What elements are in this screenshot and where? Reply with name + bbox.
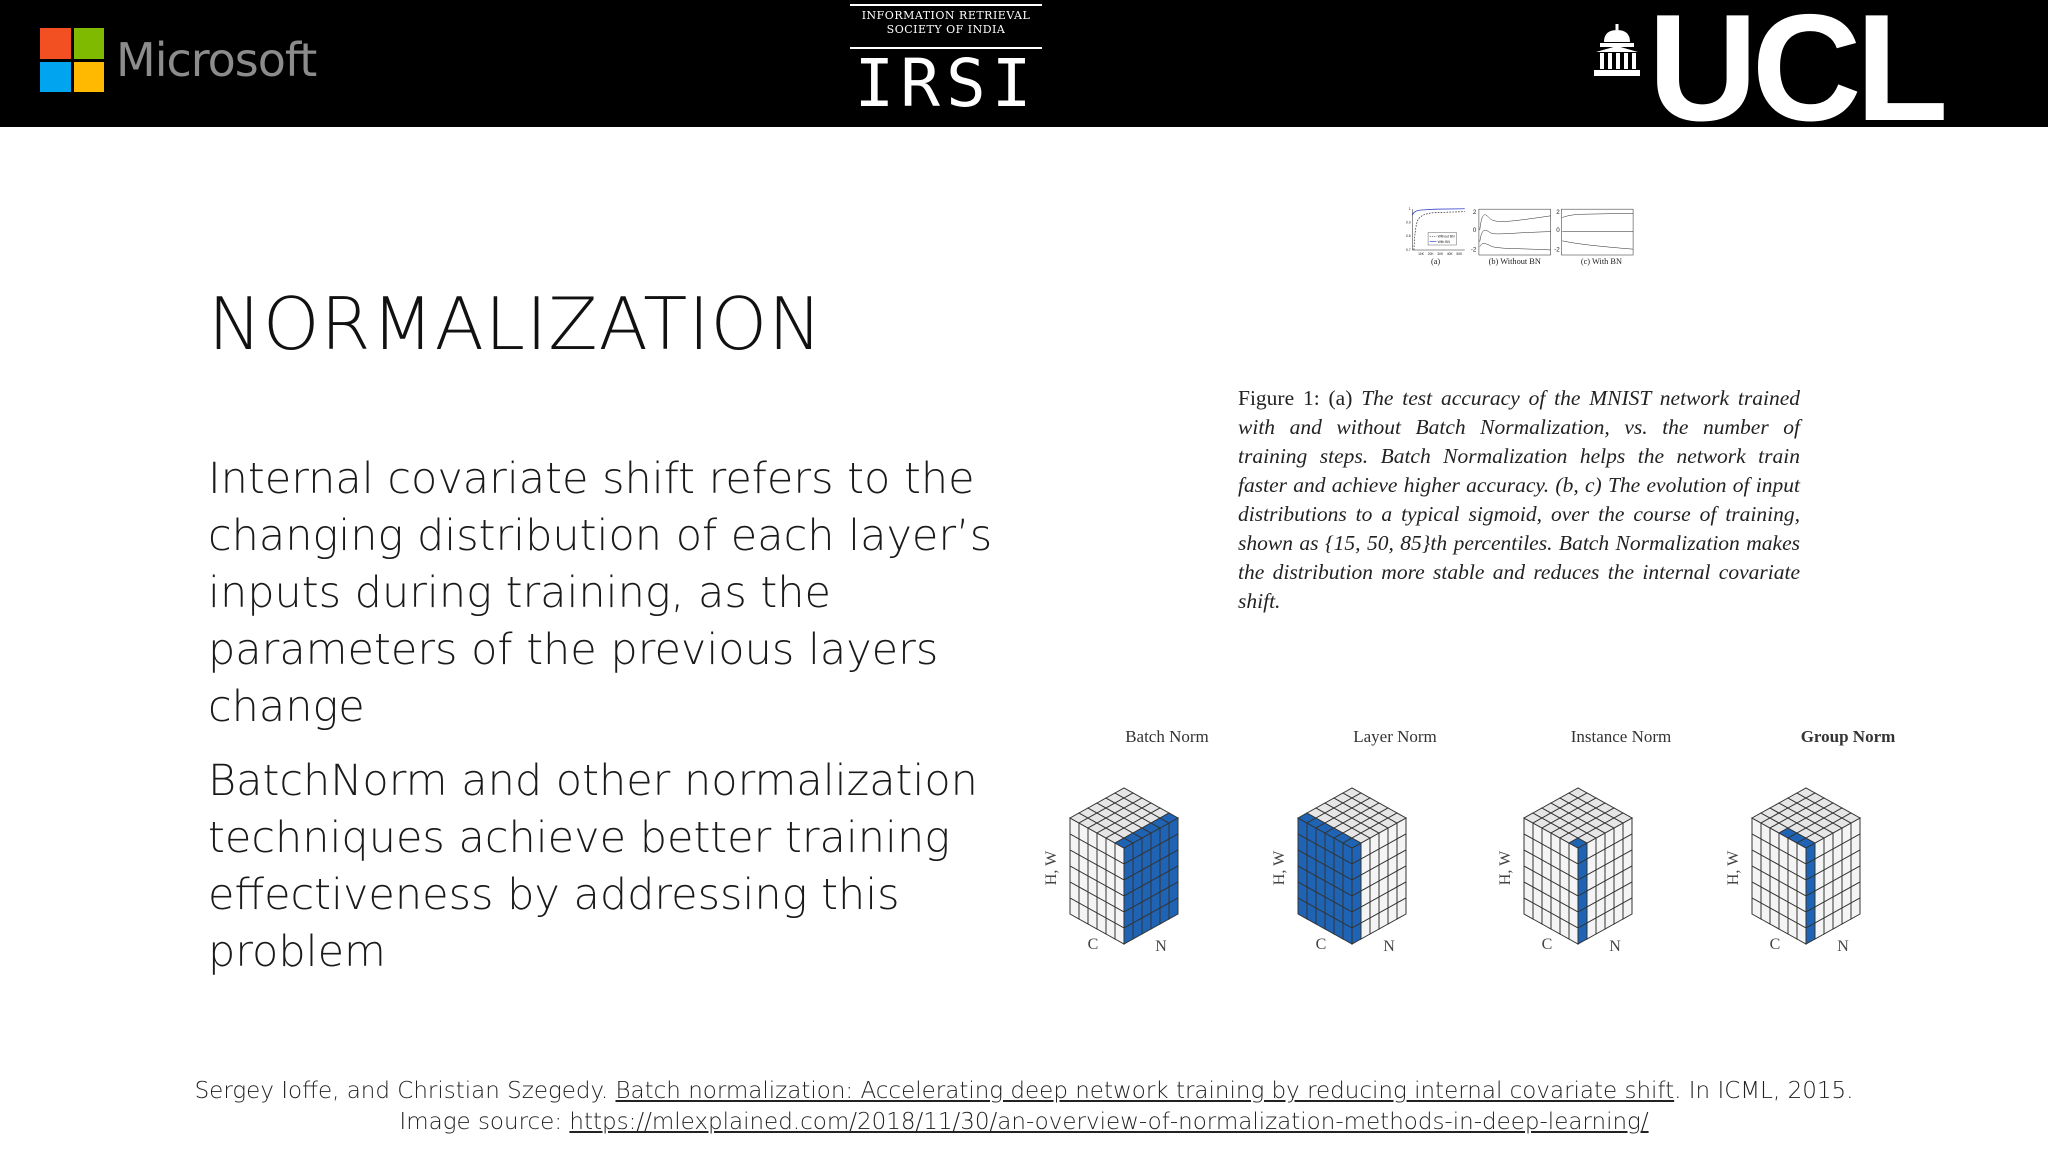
cube-axis-hw: H, W xyxy=(1271,850,1288,886)
cube-label-group-norm: Group Norm xyxy=(1800,727,1896,746)
ucl-logo xyxy=(1590,0,2010,153)
figure1-caption-lead: Figure 1: (a) xyxy=(1238,386,1362,410)
panel-a-xtick-40k: 40K xyxy=(1446,252,1453,256)
citation-paper-link[interactable]: Batch normalization: Accelerating deep network training by reducing internal covariate shift xyxy=(615,1078,1675,1104)
irsi-logo xyxy=(848,4,1044,124)
image-source-link[interactable]: https://mlexplained.com/2018/11/30/an-overview-of-normalization-methods-in-deep-learning/ xyxy=(569,1109,1649,1135)
cube-axis-hw: H, W xyxy=(1043,850,1060,886)
paragraph-covariate-shift: Internal covariate shift refers to the changing distribution of each layer’s inputs during training, as the parameters of the previous layers change xyxy=(208,454,993,732)
irsi-wordmark: IRSI xyxy=(854,45,1038,122)
cube-axis-hw: H, W xyxy=(1725,850,1742,886)
figure1-caption xyxy=(1238,384,1800,616)
panel-a-xtick-10k: 10K xyxy=(1418,252,1425,256)
panel-c-ytick-2: 2 xyxy=(1556,209,1560,217)
panel-b-ytick-m2: -2 xyxy=(1470,246,1477,254)
panel-a-label: (a) xyxy=(1430,257,1441,267)
panel-c-label: (c) With BN xyxy=(1580,257,1622,267)
panel-b-ytick-2: 2 xyxy=(1472,209,1477,217)
panel-c-ytick-0: 0 xyxy=(1556,227,1560,235)
image-source-label: Image source: xyxy=(399,1109,570,1135)
cube-batch-norm xyxy=(1043,727,1209,955)
panel-b-ytick-0: 0 xyxy=(1472,227,1477,235)
ucl-portico-icon xyxy=(1594,22,1640,78)
paragraph-batchnorm: BatchNorm and other normalization techniques achieve better training effectiveness by addressing this problem xyxy=(208,756,978,977)
cube-label-batch-norm: Batch Norm xyxy=(1125,727,1209,746)
panel-a-xtick-50k: 50K xyxy=(1456,252,1463,256)
panel-a-xtick-20k: 20K xyxy=(1427,252,1434,256)
figure1-panel-a xyxy=(1406,207,1465,266)
panel-a-ytick-07: 0.7 xyxy=(1405,247,1411,252)
citation-authors: Sergey Ioffe, and Christian Szegedy. xyxy=(194,1078,616,1104)
cube-axis-n: N xyxy=(1383,938,1395,955)
cube-instance-norm xyxy=(1497,727,1671,955)
panel-b-label: (b) Without BN xyxy=(1488,257,1541,267)
panel-a-ytick-09: 0.9 xyxy=(1405,220,1411,225)
irsi-line1: INFORMATION RETRIEVAL xyxy=(861,9,1031,22)
cube-axis-c: C xyxy=(1315,936,1327,953)
ucl-wordmark: UCL xyxy=(1648,0,1943,153)
panel-a-legend-with-bn: With BN xyxy=(1437,239,1450,244)
cube-axis-c: C xyxy=(1541,936,1553,953)
cube-axis-n: N xyxy=(1609,938,1621,955)
figure1-panel-c xyxy=(1554,209,1633,266)
slide-title: NORMALIZATION xyxy=(208,282,824,366)
microsoft-logo-text: Microsoft xyxy=(116,33,317,87)
header-bar xyxy=(0,0,2048,153)
figure1-panel-b xyxy=(1471,209,1551,266)
cube-axis-c: C xyxy=(1769,936,1781,953)
irsi-line2: SOCIETY OF INDIA xyxy=(886,23,1006,36)
cube-axis-hw: H, W xyxy=(1497,850,1514,886)
cube-label-instance-norm: Instance Norm xyxy=(1570,727,1672,746)
microsoft-grid-icon xyxy=(40,28,104,92)
cube-layer-norm xyxy=(1271,727,1437,955)
panel-a-legend-without-bn: Without BN xyxy=(1437,234,1455,239)
microsoft-logo xyxy=(40,28,316,92)
normalization-cubes-figure xyxy=(1040,718,1960,968)
image-source-line xyxy=(0,1107,2048,1138)
footer-citation xyxy=(0,1076,2048,1138)
panel-a-ytick-08: 0.8 xyxy=(1405,234,1411,239)
cube-axis-n: N xyxy=(1155,938,1167,955)
panel-a-line-with-bn xyxy=(1412,209,1465,215)
cube-axis-n: N xyxy=(1837,938,1849,955)
cube-group-norm xyxy=(1725,727,1895,955)
cube-label-layer-norm: Layer Norm xyxy=(1353,727,1437,746)
cube-axis-c: C xyxy=(1087,936,1099,953)
figure1-caption-body: The test accuracy of the MNIST network trained with and without Batch Normalization, vs. the number of training steps. Batch Normalization helps the network train faster and achieve higher accuracy. (b, c) The evolution of input distributions to a typical sigmoid, over the course of training, shown as {15, 50, 85}th percentiles. Batch Normalization makes the distribution more stable and reduces the internal covariate shift. xyxy=(1238,386,1800,613)
citation-line xyxy=(0,1076,2048,1107)
panel-c-ytick-m2: -2 xyxy=(1554,246,1560,254)
figure1-plots xyxy=(1236,205,1806,380)
panel-a-xtick-30k: 30K xyxy=(1437,252,1444,256)
citation-venue: . In ICML, 2015. xyxy=(1674,1078,1854,1104)
panel-a-ytick-1: 1 xyxy=(1408,207,1411,211)
